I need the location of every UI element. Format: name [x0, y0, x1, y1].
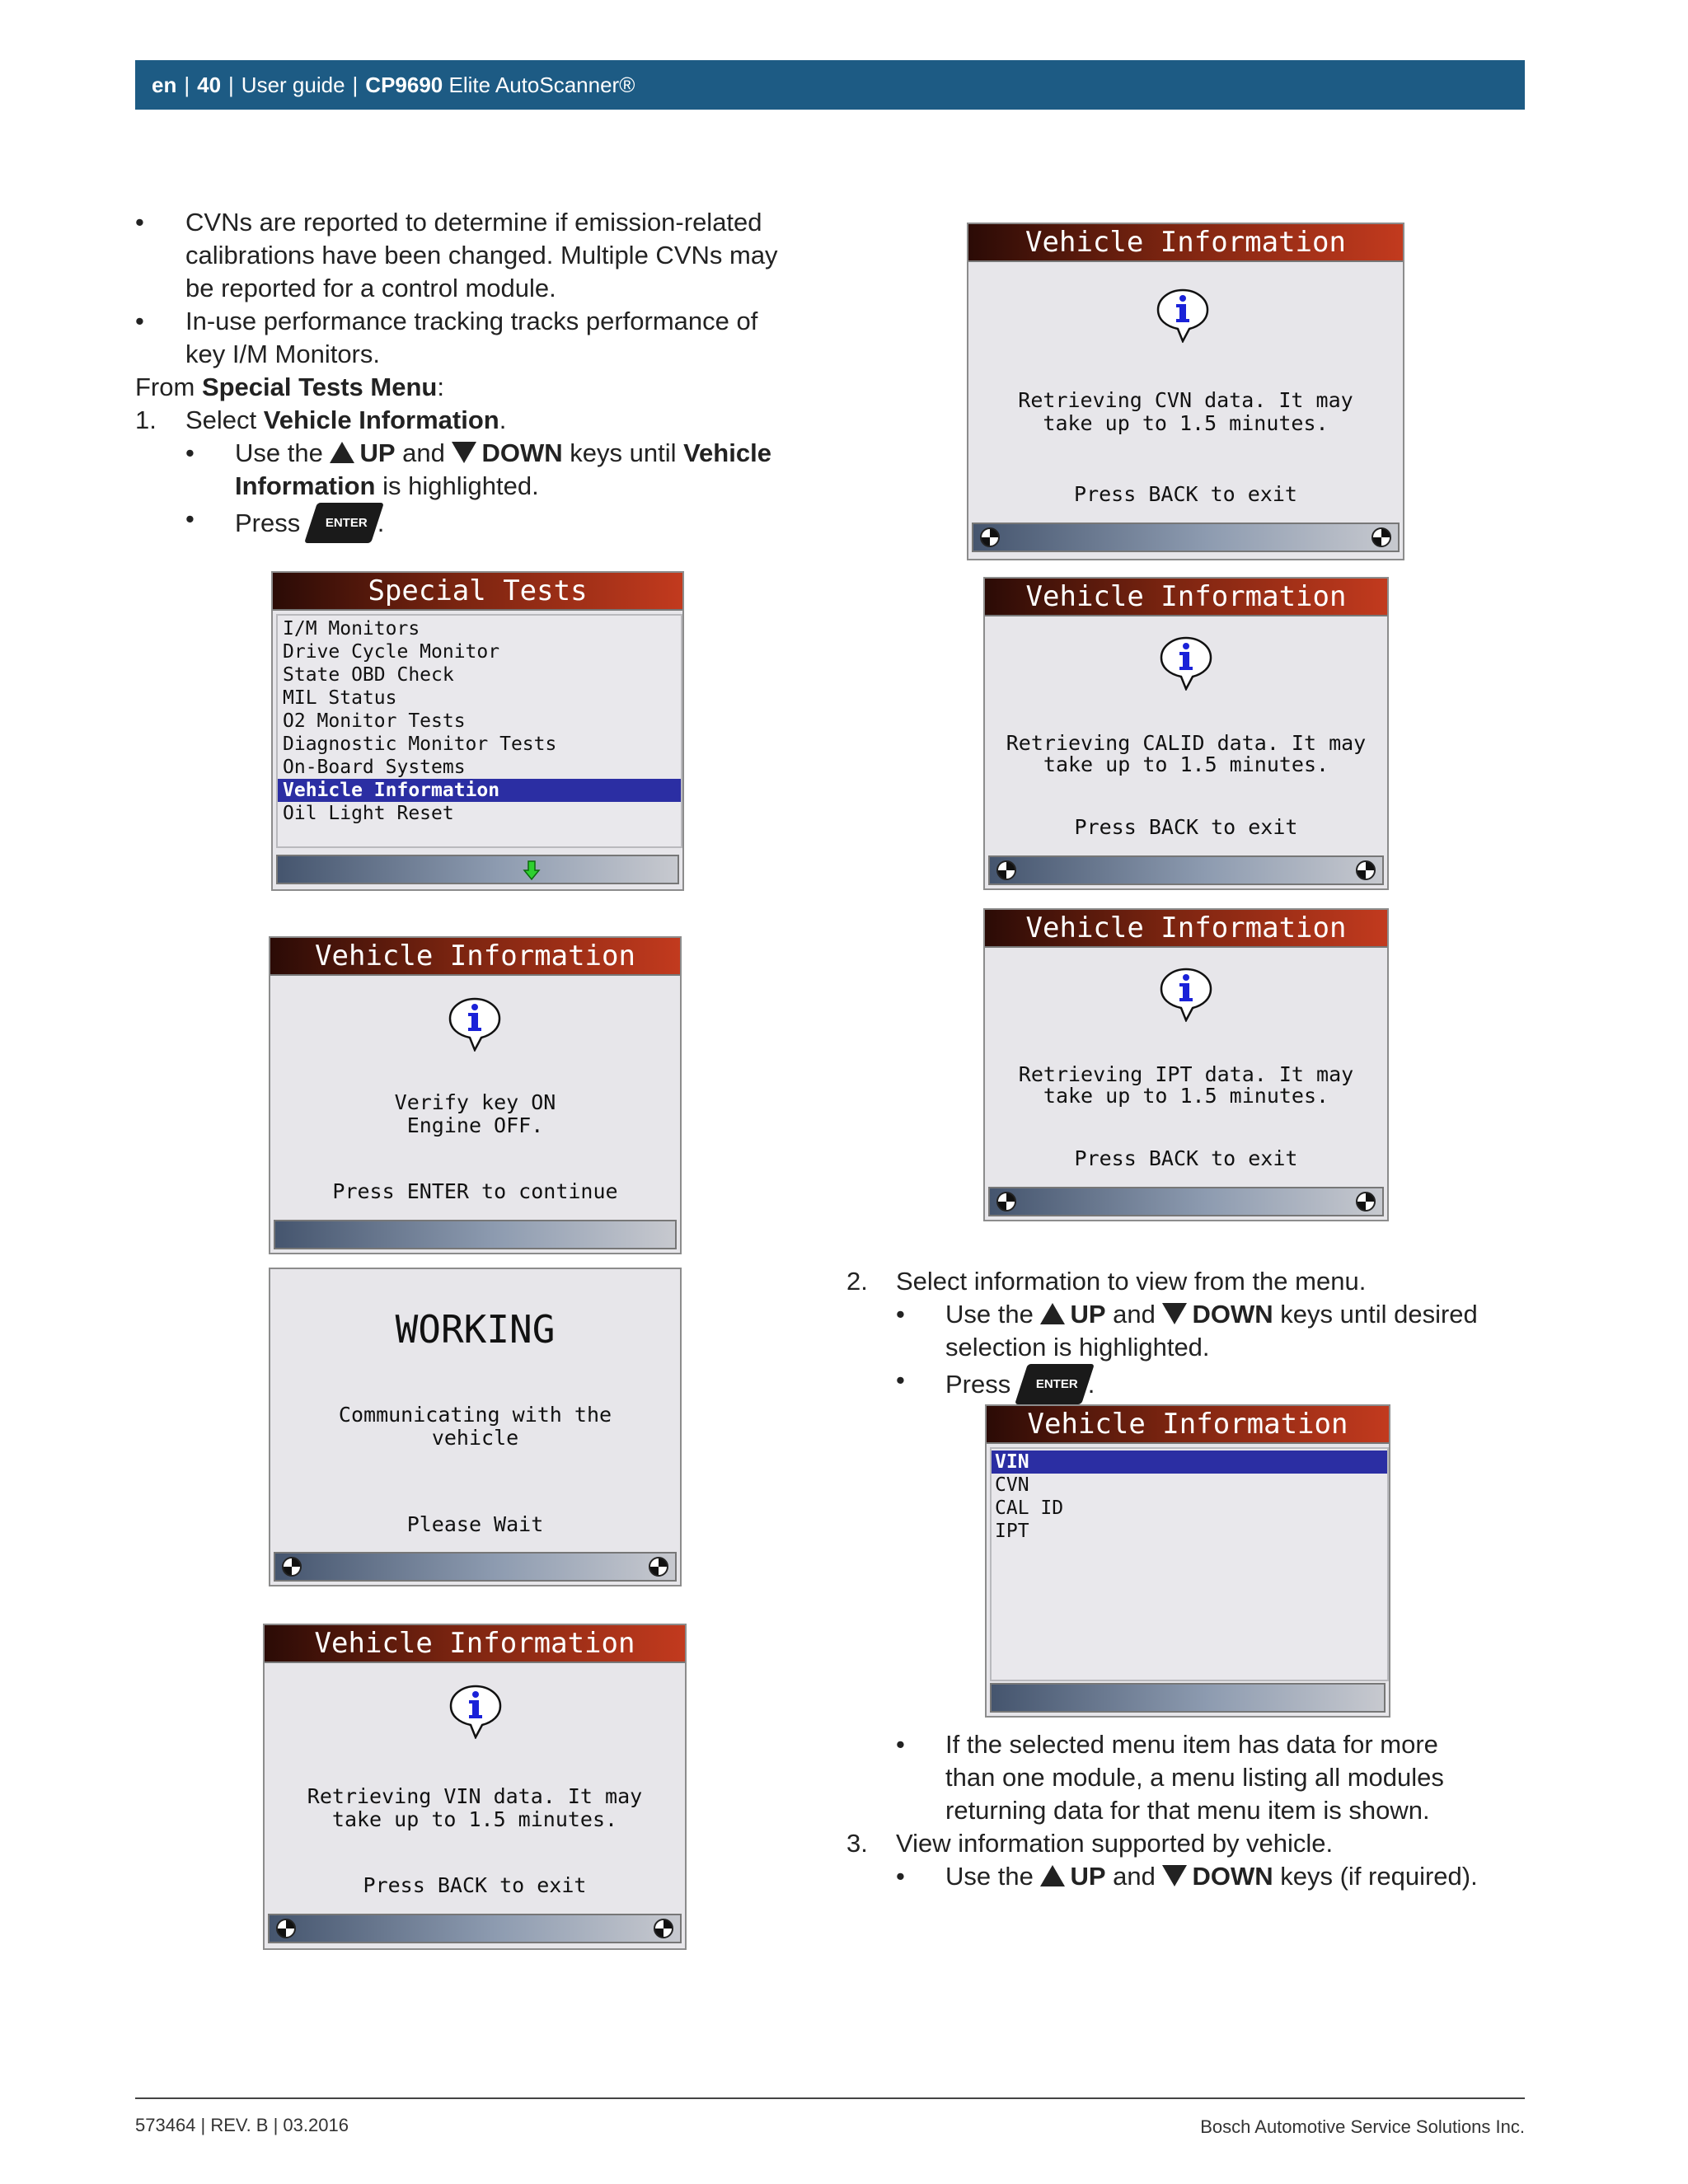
message-line: take up to 1.5 minutes. [1043, 1084, 1329, 1108]
menu-name: Special Tests Menu [201, 373, 438, 401]
down-arrow-icon [452, 442, 476, 463]
footer-doc-id: 573464 | REV. B | 03.2016 [135, 2115, 349, 2135]
menu-list [990, 1447, 1389, 1681]
status-bar [274, 1220, 677, 1249]
text: Select [185, 405, 264, 434]
step-2-number: 2. [846, 1267, 868, 1296]
step-2-bullet-2: Press ENTER . [945, 1364, 1095, 1404]
menu-item-selected[interactable]: VIN [992, 1451, 1387, 1474]
menu-item[interactable]: I/M Monitors [283, 618, 420, 640]
spinner-icon [996, 1192, 1016, 1212]
text-line: If the selected menu item has data for more [945, 1730, 1438, 1759]
footer-divider [135, 2097, 1525, 2099]
status-bar [276, 855, 679, 884]
key-up: UP [359, 438, 396, 467]
text: . [499, 405, 507, 434]
message-line: Retrieving CVN data. It may [1018, 388, 1353, 412]
step-3-bullet-1 [945, 1860, 1478, 1893]
prompt: Press BACK to exit [1074, 482, 1297, 506]
header-page-number: 40 [197, 72, 222, 97]
enter-key-label: ENTER [1035, 1377, 1078, 1391]
bullet-dot: • [896, 1862, 905, 1891]
header-model: CP9690 [365, 72, 443, 97]
bullet-dot: • [185, 438, 195, 467]
text: : [437, 373, 444, 401]
step-1-number: 1. [135, 405, 157, 434]
prompt: Press BACK to exit [363, 1873, 587, 1897]
text-line: be reported for a control module. [185, 274, 556, 302]
down-arrow-icon [1162, 1865, 1187, 1886]
status-bar [268, 1914, 682, 1943]
working-title: WORKING [395, 1307, 556, 1352]
working-screen [269, 1268, 682, 1586]
message-line: Retrieving IPT data. It may [1018, 1062, 1354, 1086]
spinner-icon [276, 1919, 296, 1938]
bullet-dot: • [135, 307, 144, 335]
text: and [1105, 1862, 1163, 1891]
vin-screen [263, 1624, 687, 1950]
prompt: Press BACK to exit [1074, 815, 1298, 839]
screen-title: Vehicle Information [265, 1625, 685, 1663]
from-line [135, 371, 444, 404]
text: Use the [945, 1862, 1041, 1891]
spinner-icon [649, 1557, 668, 1577]
key-down: DOWN [1192, 1862, 1273, 1891]
header-guide: User guide [241, 72, 345, 97]
step-3-number: 3. [846, 1829, 868, 1858]
menu-item[interactable]: On-Board Systems [283, 757, 466, 778]
text: keys until desired [1273, 1300, 1478, 1329]
menu-item[interactable]: Oil Light Reset [283, 803, 454, 824]
status-bar [988, 1187, 1384, 1216]
menu-item[interactable]: State OBD Check [283, 664, 454, 686]
spinner-icon [654, 1919, 673, 1938]
screen-title: Vehicle Information [270, 938, 680, 976]
menu-item[interactable]: CAL ID [995, 1497, 1064, 1519]
intro-bullet-2 [185, 305, 757, 371]
key-down: DOWN [1192, 1300, 1273, 1329]
text: keys until [562, 438, 684, 467]
text-line: selection is highlighted. [945, 1333, 1210, 1361]
footer-company: Bosch Automotive Service Solutions Inc. [1200, 2116, 1525, 2137]
note-bullet [945, 1728, 1444, 1827]
info-icon [1155, 287, 1211, 343]
menu-item[interactable]: Drive Cycle Monitor [283, 641, 500, 663]
intro-bullet-1 [185, 206, 778, 305]
menu-item[interactable]: CVN [995, 1474, 1029, 1496]
info-icon [1158, 966, 1214, 1022]
text: and [395, 438, 452, 467]
text: From [135, 373, 202, 401]
special-tests-screen [271, 571, 684, 891]
item-name: Information [235, 471, 376, 500]
text: keys (if required). [1273, 1862, 1478, 1891]
prompt: Press BACK to exit [1074, 1146, 1298, 1170]
calid-screen [983, 577, 1389, 890]
text: Press [945, 1370, 1011, 1399]
text-line: calibrations have been changed. Multiple CVNs may [185, 241, 778, 269]
bullet-dot: • [185, 504, 195, 533]
spinner-icon [980, 527, 1000, 547]
text-line: returning data for that menu item is shown. [945, 1796, 1430, 1825]
enter-key-icon [304, 503, 384, 543]
text-line: key I/M Monitors. [185, 340, 380, 368]
screen-title: Special Tests [273, 573, 682, 611]
spinner-icon [282, 1557, 302, 1577]
step-2-bullet-1 [945, 1298, 1478, 1364]
text: Use the [945, 1300, 1041, 1329]
step-3-text: View information supported by vehicle. [896, 1829, 1334, 1858]
status-bar [972, 523, 1400, 552]
menu-list [276, 614, 682, 848]
up-arrow-icon [1040, 1865, 1065, 1886]
cvn-screen [967, 223, 1404, 560]
info-icon [447, 996, 503, 1052]
prompt: Press ENTER to continue [332, 1179, 618, 1203]
text-line: than one module, a menu listing all modules [945, 1763, 1444, 1792]
header-lang: en [152, 72, 177, 97]
step-2-text: Select information to view from the menu. [896, 1267, 1367, 1296]
spinner-icon [996, 860, 1016, 880]
message-line: Retrieving VIN data. It may [307, 1784, 643, 1808]
prompt: Please Wait [406, 1512, 544, 1536]
screen-title: Vehicle Information [968, 224, 1403, 262]
enter-key-icon [1015, 1364, 1095, 1404]
text: and [1105, 1300, 1163, 1329]
screen-title: Vehicle Information [985, 910, 1387, 948]
menu-item[interactable]: MIL Status [283, 687, 397, 709]
page-header: en | 40 | User guide | CP9690 Elite AutoScanner® [135, 60, 1525, 110]
message-line: Engine OFF. [406, 1113, 544, 1137]
spinner-icon [1356, 1192, 1376, 1212]
menu-item-selected[interactable]: Vehicle Information [278, 779, 681, 802]
ipt-screen [983, 908, 1389, 1221]
down-arrow-icon [1162, 1303, 1187, 1324]
message-line: Retrieving CALID data. It may [1006, 731, 1367, 755]
text-line: CVNs are reported to determine if emission-related [185, 208, 762, 237]
spinner-icon [1356, 860, 1376, 880]
key-up: UP [1070, 1862, 1106, 1891]
header-product: Elite AutoScanner® [448, 72, 635, 97]
info-icon [448, 1683, 504, 1739]
text: Press [235, 509, 301, 537]
message-line: take up to 1.5 minutes. [1043, 411, 1329, 435]
key-up: UP [1070, 1300, 1106, 1329]
step-1-bullet-1 [235, 437, 771, 503]
bullet-dot: • [896, 1730, 905, 1759]
menu-item[interactable]: Diagnostic Monitor Tests [283, 733, 557, 755]
scroll-down-icon [523, 860, 541, 881]
message-line: Verify key ON [394, 1090, 556, 1114]
menu-item[interactable]: O2 Monitor Tests [283, 710, 466, 732]
up-arrow-icon [1040, 1303, 1065, 1324]
text: is highlighted. [375, 471, 539, 500]
bullet-dot: • [896, 1366, 905, 1394]
info-icon [1158, 635, 1214, 691]
bullet-dot: • [135, 208, 144, 237]
status-bar [990, 1683, 1386, 1713]
status-bar [274, 1552, 677, 1582]
screen-title: Vehicle Information [987, 1406, 1389, 1444]
item-name: Vehicle [683, 438, 771, 467]
vehicle-info-menu-screen [985, 1404, 1390, 1718]
text-line: In-use performance tracking tracks performance of [185, 307, 758, 335]
text: Use the [235, 438, 331, 467]
up-arrow-icon [330, 442, 354, 463]
verify-key-screen [269, 936, 682, 1254]
message-line: take up to 1.5 minutes. [1043, 752, 1329, 776]
spinner-icon [1372, 527, 1391, 547]
item-name: Vehicle Information [263, 405, 499, 434]
status-bar [988, 855, 1384, 885]
step-1-text [185, 404, 506, 437]
step-1-bullet-2: Press ENTER . [235, 503, 384, 543]
screen-title: Vehicle Information [985, 579, 1387, 616]
message-line: take up to 1.5 minutes. [331, 1807, 618, 1831]
bullet-dot: • [896, 1300, 905, 1329]
menu-item[interactable]: IPT [995, 1521, 1029, 1542]
enter-key-label: ENTER [325, 516, 368, 530]
message-line: Communicating with the [338, 1403, 612, 1427]
key-down: DOWN [481, 438, 563, 467]
message-line: vehicle [431, 1426, 519, 1450]
